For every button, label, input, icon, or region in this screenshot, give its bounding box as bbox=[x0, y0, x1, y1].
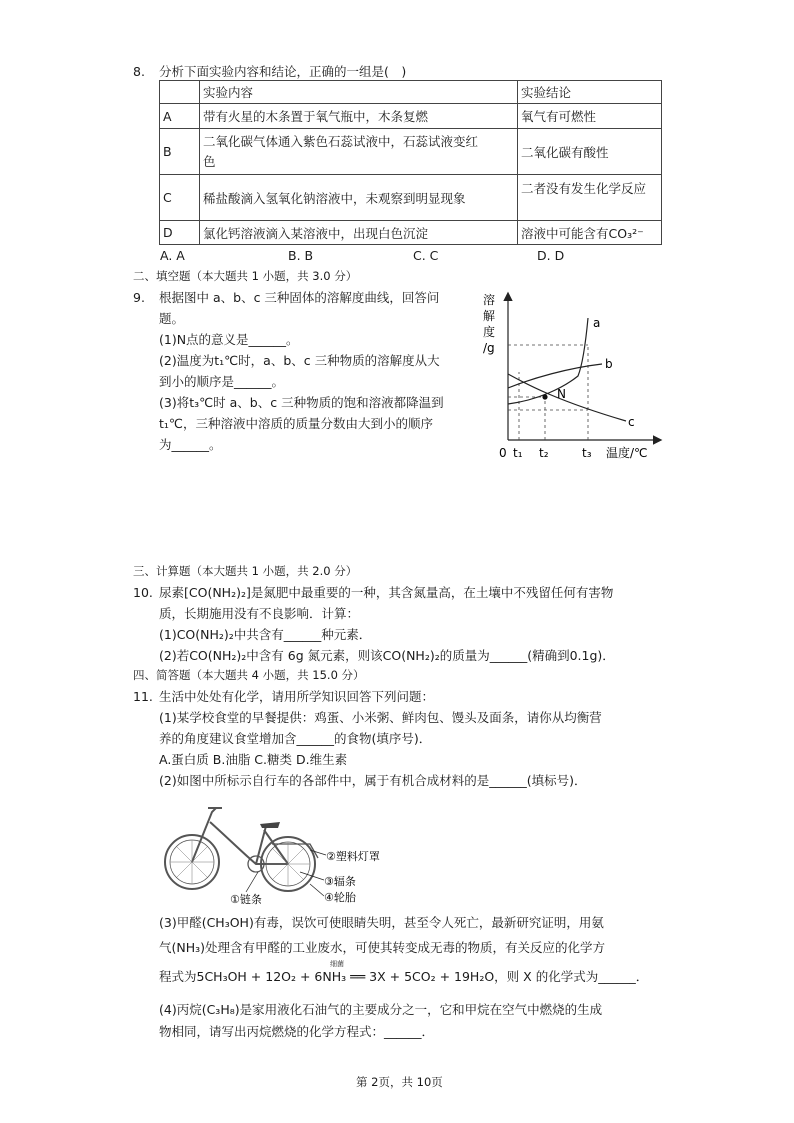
bike-label-tire: ④轮胎 bbox=[324, 891, 356, 904]
row-label: A bbox=[160, 104, 200, 129]
tick-t3: t₃ bbox=[582, 446, 592, 460]
q9-line: (1)N点的意义是______。 bbox=[159, 332, 299, 347]
row-label: D bbox=[160, 221, 200, 245]
section-heading: 二、填空题（本大题共 1 小题，共 3.0 分） bbox=[133, 269, 358, 283]
q10-line: (1)CO(NH₂)₂中共含有______种元素． bbox=[159, 627, 372, 642]
q9-line: (2)温度为t₁℃时，a、b、c 三种物质的溶解度从大 bbox=[159, 353, 440, 368]
row-conclusion: 二者没有发生化学反应 bbox=[518, 175, 662, 221]
q9-line: t₁℃，三种溶液中溶质的质量分数由大到小的顺序 bbox=[159, 416, 433, 431]
row-conclusion: 溶液中可能含有CO₃²⁻ bbox=[518, 221, 662, 245]
q8-option-d: D. D bbox=[537, 248, 565, 263]
q11-line: (1)某学校食堂的早餐提供：鸡蛋、小米粥、鲜肉包、馒头及面条，请你从均衡营 bbox=[159, 710, 602, 725]
q11-equation-line: 程式为5CH₃OH + 12O₂ + 6NH₃ ══ 3X + 5CO₂ + 19H₂O，则 X 的化学式为______． bbox=[159, 969, 649, 984]
row-label: C bbox=[160, 175, 200, 221]
q9-line: (3)将t₃℃时 a、b、c 三种物质的饱和溶液都降温到 bbox=[159, 395, 444, 410]
row-conclusion: 氧气有可燃性 bbox=[518, 104, 662, 129]
q9-line: 题。 bbox=[159, 311, 185, 326]
point-n bbox=[542, 394, 547, 399]
y-axis-label: /g bbox=[483, 341, 495, 355]
q11-line: (4)丙烷(C₃H₈)是家用液化石油气的主要成分之一，它和甲烷在空气中燃烧的生成 bbox=[159, 1002, 603, 1017]
q11-line: (2)如图中所标示自行车的各部件中，属于有机合成材料的是______(填标号)． bbox=[159, 773, 587, 788]
q9-line: 为______。 bbox=[159, 437, 222, 452]
label-leader bbox=[300, 872, 324, 880]
row-label: B bbox=[160, 129, 200, 175]
q11-line: 气(NH₃)处理含有甲醛的工业废水，可使其转变成无毒的物质，有关反应的化学方 bbox=[159, 940, 606, 955]
q11-number: 11. bbox=[133, 689, 153, 704]
section-heading: 四、简答题（本大题共 4 小题，共 15.0 分） bbox=[133, 668, 365, 682]
table-header-row bbox=[160, 81, 662, 104]
q11-line: (3)甲醛(CH₃OH)有毒，误饮可使眼睛失明，甚至令人死亡，最新研究证明，用氨 bbox=[159, 915, 604, 930]
table-header-cell: 实验内容 bbox=[200, 81, 518, 104]
q10-number: 10. bbox=[133, 585, 153, 600]
tick-t1: t₁ bbox=[513, 446, 523, 460]
q11-line: 生活中处处有化学，请用所学知识回答下列问题： bbox=[159, 689, 435, 704]
q11-line: 物相同，请写出丙烷燃烧的化学方程式：______． bbox=[159, 1024, 435, 1039]
table-row bbox=[160, 175, 662, 221]
q10-line: 质，长期施用没有不良影响．计算： bbox=[159, 606, 360, 621]
curve-a-label: a bbox=[593, 316, 601, 330]
q8-option-a: A. A bbox=[160, 248, 185, 263]
q9-number: 9. bbox=[133, 290, 145, 305]
row-conclusion: 二氧化碳有酸性 bbox=[518, 129, 662, 175]
q9-line: 到小的顺序是______。 bbox=[159, 374, 285, 389]
table-header-cell bbox=[160, 81, 200, 104]
row-content-line2: 色 bbox=[203, 153, 216, 169]
bike-label-lampshade: ②塑料灯罩 bbox=[326, 850, 380, 863]
table-header-cell: 实验结论 bbox=[518, 81, 662, 104]
row-content: 氯化钙溶液滴入某溶液中，出现白色沉淀 bbox=[200, 221, 518, 245]
row-content: 稀盐酸滴入氢氧化钠溶液中，未观察到明显现象 bbox=[200, 175, 518, 221]
page-footer: 第 2页，共 10页 bbox=[356, 1075, 443, 1089]
y-axis-label: 解 bbox=[483, 309, 496, 323]
equation-condition: 细菌 bbox=[330, 960, 344, 968]
q8-option-c: C. C bbox=[413, 248, 439, 263]
bike-label-spokes: ③辐条 bbox=[324, 875, 356, 888]
origin-label: 0 bbox=[499, 446, 507, 460]
q11-options: A.蛋白质 B.油脂 C.糖类 D.维生素 bbox=[159, 752, 348, 767]
bicycle-figure bbox=[160, 800, 380, 910]
q8-stem: 分析下面实验内容和结论，正确的一组是( ) bbox=[159, 64, 407, 79]
y-axis-label: 度 bbox=[483, 325, 496, 339]
row-content bbox=[200, 129, 518, 175]
curve-a bbox=[508, 318, 588, 404]
x-axis-label: 温度/℃ bbox=[606, 446, 648, 460]
q8-option-b: B. B bbox=[288, 248, 314, 263]
point-n-label: N bbox=[557, 387, 566, 401]
curve-c-label: c bbox=[628, 415, 635, 429]
frame-down bbox=[210, 822, 288, 864]
section-heading: 三、计算题（本大题共 1 小题，共 2.0 分） bbox=[133, 564, 358, 578]
q9-line: 根据图中 a、b、c 三种固体的溶解度曲线，回答问 bbox=[159, 290, 440, 305]
row-content-line1: 二氧化碳气体通入紫色石蕊试液中，石蕊试液变红 bbox=[203, 133, 479, 149]
q10-line: (2)若CO(NH₂)₂中含有 6g 氮元素，则该CO(NH₂)₂的质量为______(精确到0.1g)． bbox=[159, 648, 615, 663]
curve-b-label: b bbox=[605, 357, 613, 371]
q8-experiment-table bbox=[159, 80, 662, 245]
table-row bbox=[160, 129, 662, 175]
y-axis-label: 溶 bbox=[483, 293, 496, 307]
q8-number: 8. bbox=[133, 64, 145, 79]
tick-t2: t₂ bbox=[539, 446, 549, 460]
label-leader bbox=[246, 872, 258, 892]
solubility-chart bbox=[478, 288, 668, 468]
bike-label-chain: ①链条 bbox=[230, 893, 262, 906]
row-content: 带有火星的木条置于氧气瓶中，木条复燃 bbox=[200, 104, 518, 129]
q10-line: 尿素[CO(NH₂)₂]是氮肥中最重要的一种，其含氮量高，在土壤中不残留任何有害物 bbox=[159, 585, 614, 600]
table-row bbox=[160, 104, 662, 129]
table-row bbox=[160, 221, 662, 245]
label-leader bbox=[310, 884, 324, 896]
bike-saddle bbox=[260, 822, 280, 828]
q11-line: 养的角度建议食堂增加含______的食物(填序号)． bbox=[159, 731, 432, 746]
